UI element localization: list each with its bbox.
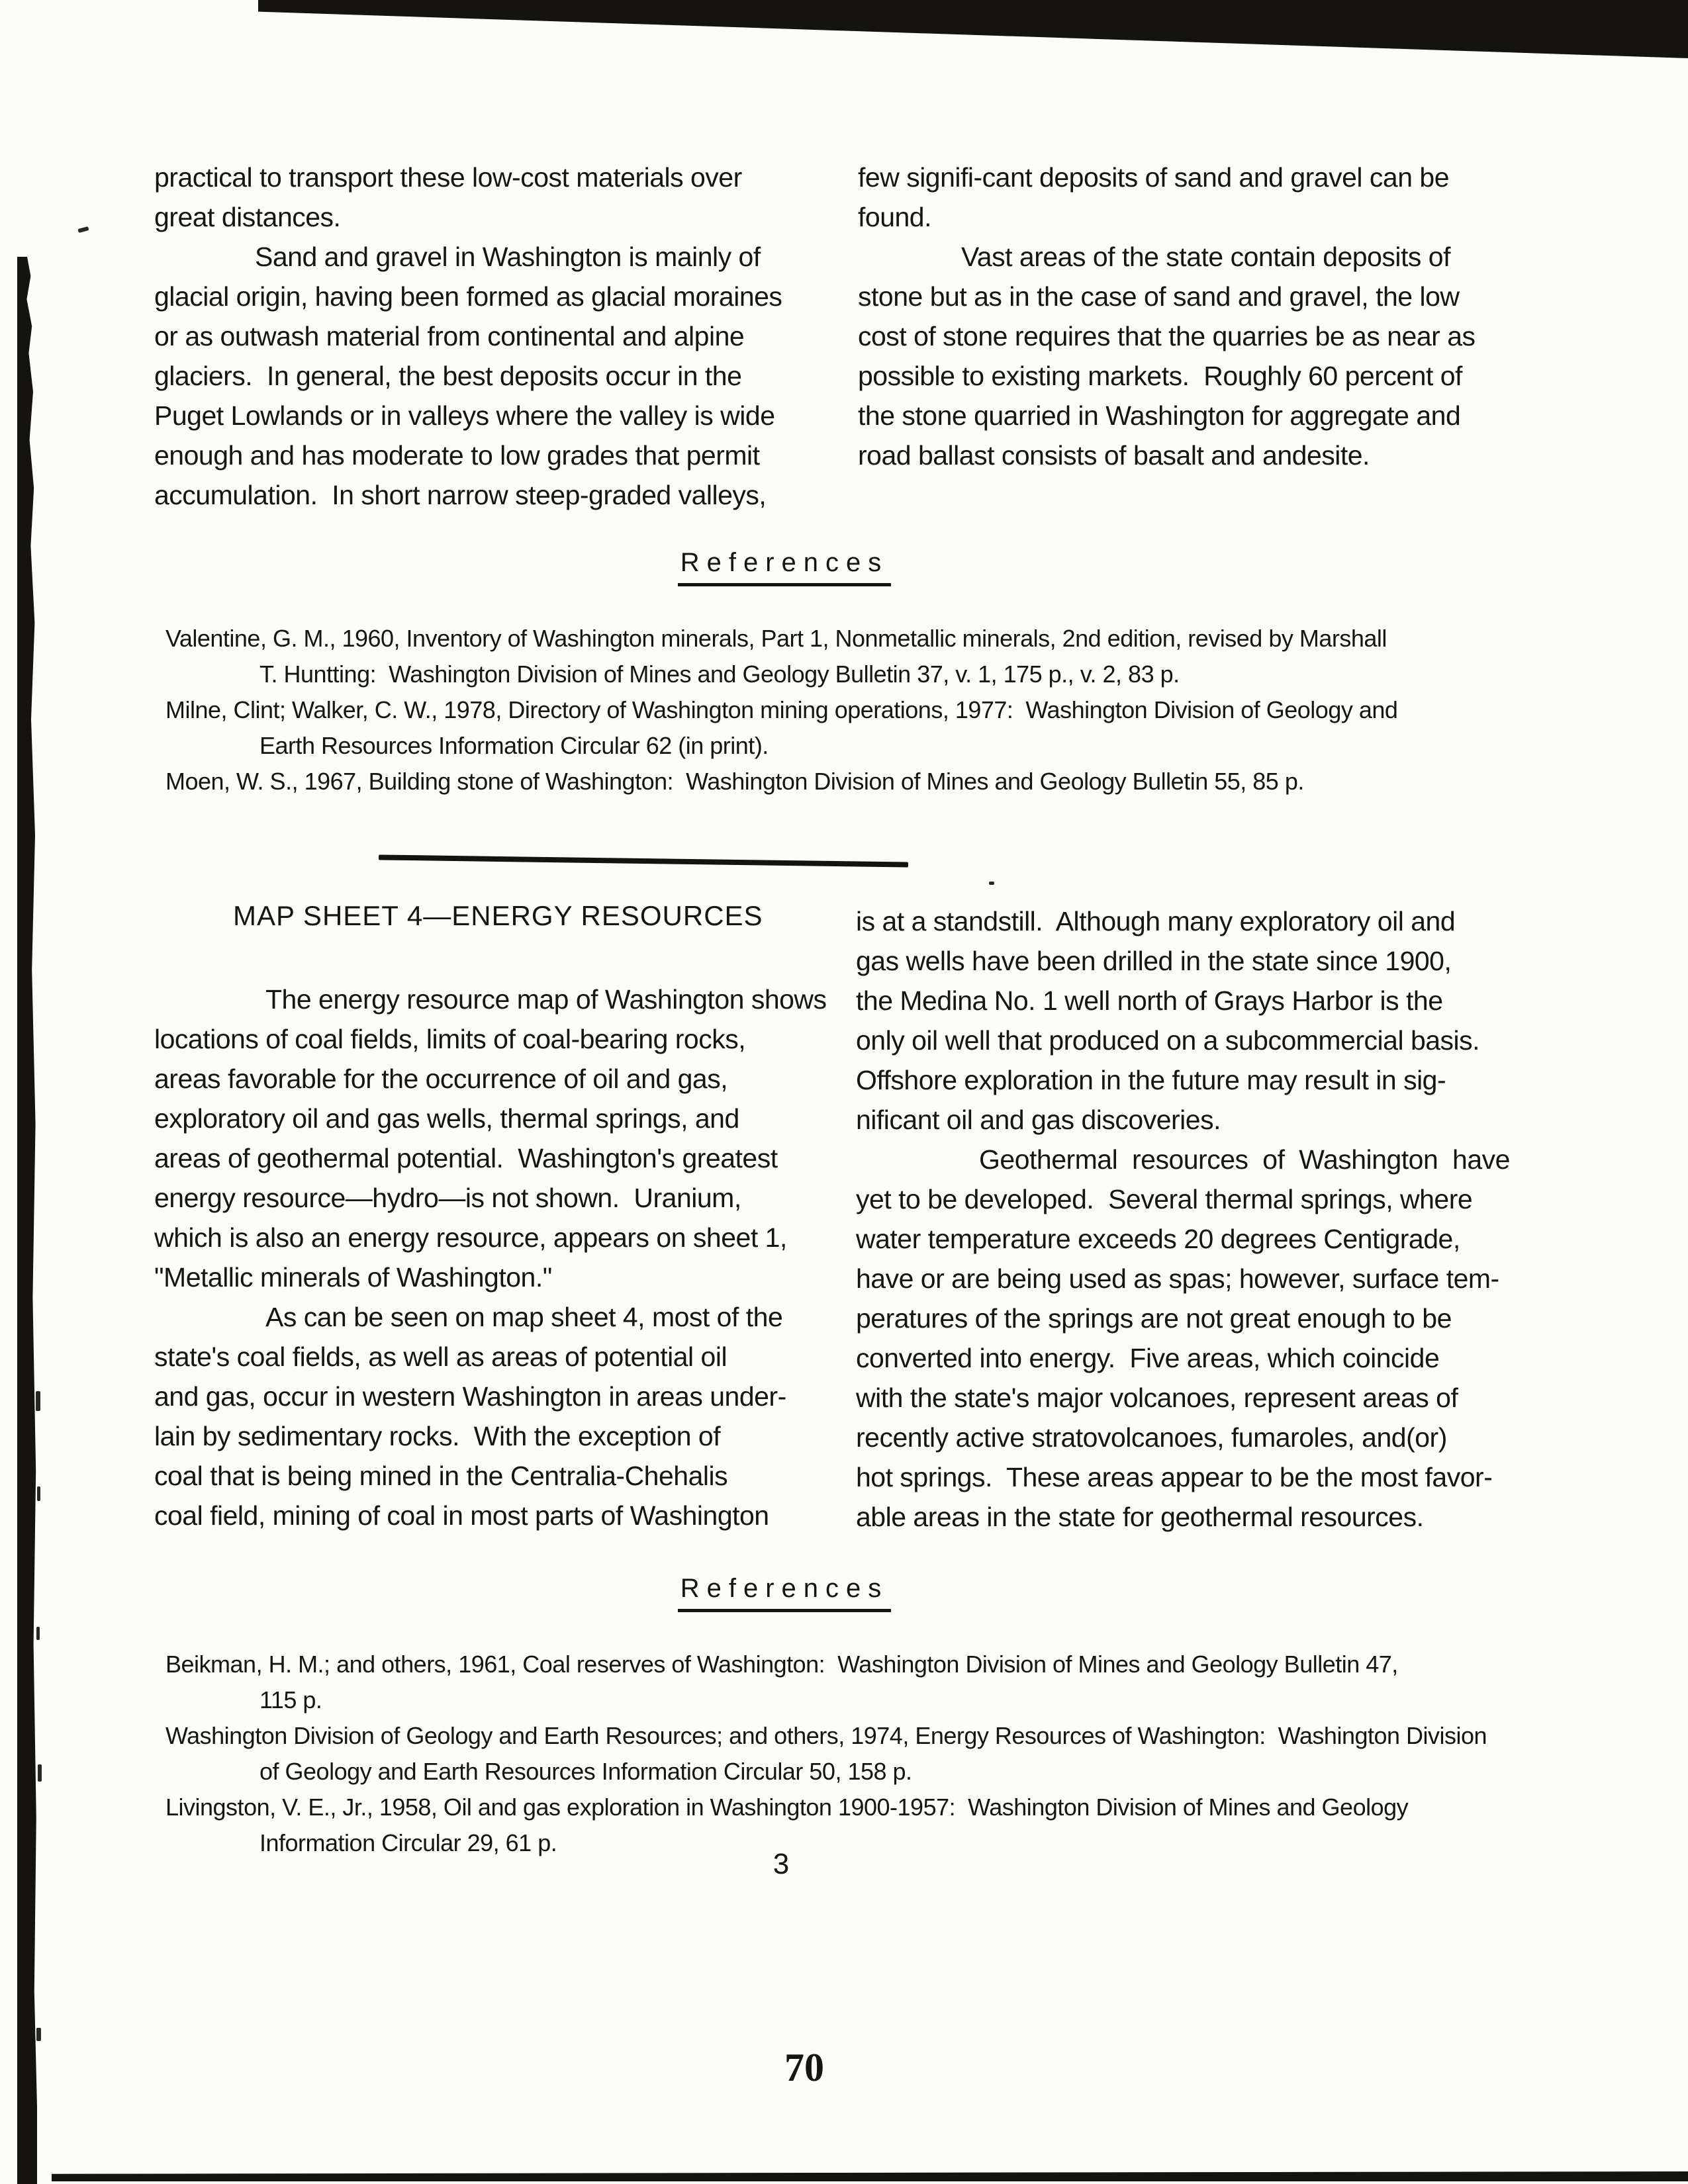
text-line: T. Huntting: Washington Division of Mines and Geology Bulletin 37, v. 1, 175 p., v. 2, 83 p. <box>259 660 1180 688</box>
section1-right-column <box>858 158 1503 475</box>
text-line: peratures of the springs are not great enough to be <box>856 1303 1452 1334</box>
text-line: 115 p. <box>259 1686 322 1713</box>
text-line: the stone quarried in Washington for aggregate and <box>858 400 1461 431</box>
text-line: have or are being used as spas; however, surface tem- <box>856 1263 1499 1294</box>
text-line: Earth Resources Information Circular 62 (in print). <box>259 732 769 759</box>
section-divider-line <box>379 854 908 867</box>
references2-list <box>165 1647 1523 1861</box>
text-line: As can be seen on map sheet 4, most of the <box>265 1302 783 1332</box>
text-line: recently active stratovolcanoes, fumaroles, and(or) <box>856 1422 1447 1453</box>
text-line: yet to be developed. Several thermal springs, where <box>856 1184 1473 1214</box>
text-line: which is also an energy resource, appears on sheet 1, <box>154 1222 787 1253</box>
bottom-edge-scan-bar <box>52 2171 1688 2181</box>
text-line: areas of geothermal potential. Washington's greatest <box>154 1143 778 1173</box>
text-line: and gas, occur in western Washington in areas under- <box>154 1381 786 1412</box>
text-line: "Metallic minerals of Washington." <box>154 1262 552 1293</box>
text-line: hot springs. These areas appear to be the most favor- <box>856 1462 1493 1492</box>
text-line: enough and has moderate to low grades that permit <box>154 440 760 471</box>
text-line: exploratory oil and gas wells, thermal springs, and <box>154 1103 739 1134</box>
references1-list <box>165 621 1523 799</box>
text-line: Livingston, V. E., Jr., 1958, Oil and gas exploration in Washington 1900-1957: Washington Division of Mines and Geology <box>165 1794 1409 1821</box>
text-line: The energy resource map of Washington shows <box>265 984 827 1015</box>
text-line: areas favorable for the occurrence of oil and gas, <box>154 1064 728 1094</box>
text-line: Moen, W. S., 1967, Building stone of Washington: Washington Division of Mines and Geology Bulletin 55, 85 p. <box>165 768 1304 795</box>
text-line: converted into energy. Five areas, which coincide <box>856 1343 1440 1373</box>
text-line: coal that is being mined in the Centralia-Chehalis <box>154 1461 728 1491</box>
text-line: gas wells have been drilled in the state since 1900, <box>856 946 1452 976</box>
scan-speck <box>36 2028 41 2041</box>
text-line: state's coal fields, as well as areas of potential oil <box>154 1342 727 1372</box>
references2-heading: References <box>139 1574 1430 1604</box>
text-line: found. <box>858 202 931 232</box>
text-line: locations of coal fields, limits of coal-bearing rocks, <box>154 1024 746 1054</box>
text-line: Valentine, G. M., 1960, Inventory of Washington minerals, Part 1, Nonmetallic minerals, 2nd edition, revised by Marshall <box>165 625 1387 652</box>
text-line: practical to transport these low-cost materials over <box>154 162 742 193</box>
text-line: great distances. <box>154 202 341 232</box>
text-line: Washington Division of Geology and Earth Resources; and others, 1974, Energy Resources of Washington: Washington Division <box>165 1722 1487 1749</box>
text-line: or as outwash material from continental and alpine <box>154 321 745 351</box>
text-line: Vast areas of the state contain deposits of <box>961 242 1450 272</box>
text-line: glaciers. In general, the best deposits occur in the <box>154 361 742 391</box>
text-line: the Medina No. 1 well north of Grays Harbor is the <box>856 985 1443 1016</box>
left-edge-scan-bar <box>17 257 37 2184</box>
text-line: accumulation. In short narrow steep-graded valleys, <box>154 480 767 510</box>
text-line: road ballast consists of basalt and andesite. <box>858 440 1370 471</box>
text-line: stone but as in the case of sand and gravel, the low <box>858 281 1460 312</box>
section2-heading: MAP SHEET 4—ENERGY RESOURCES <box>233 900 763 931</box>
text-line: only oil well that produced on a subcommercial basis. <box>856 1025 1480 1056</box>
text-line: cost of stone requires that the quarries be as near as <box>858 321 1476 351</box>
text-line: coal field, mining of coal in most parts of Washington <box>154 1500 769 1531</box>
text-line: Geothermal resources of Washington have <box>979 1144 1510 1175</box>
text-line: few signifi-cant deposits of sand and gravel can be <box>858 162 1449 193</box>
text-line: Offshore exploration in the future may result in sig- <box>856 1065 1446 1095</box>
text-line: glacial origin, having been formed as glacial moraines <box>154 281 782 312</box>
text-line: water temperature exceeds 20 degrees Centigrade, <box>856 1224 1460 1254</box>
scan-speck <box>989 882 994 885</box>
text-line: lain by sedimentary rocks. With the exception of <box>154 1421 721 1451</box>
text-line: Puget Lowlands or in valleys where the valley is wide <box>154 400 775 431</box>
page-number: 70 <box>784 2046 824 2089</box>
text-line: Beikman, H. M.; and others, 1961, Coal reserves of Washington: Washington Division of Mines and Geology Bulletin 47, <box>165 1651 1398 1678</box>
scan-speck <box>38 1764 42 1782</box>
text-line: energy resource—hydro—is not shown. Uranium, <box>154 1183 741 1213</box>
text-line: is at a standstill. Although many exploratory oil and <box>856 906 1456 936</box>
scan-speck <box>36 1627 40 1640</box>
section1-left-column <box>154 158 800 515</box>
scan-speck <box>36 1391 40 1411</box>
section-page-number: 3 <box>773 1848 790 1880</box>
text-line: Sand and gravel in Washington is mainly of <box>255 242 761 272</box>
scan-speck <box>77 226 89 233</box>
text-line: with the state's major volcanoes, represent areas of <box>856 1383 1458 1413</box>
text-line: nificant oil and gas discoveries. <box>856 1105 1221 1135</box>
top-edge-scan-bar <box>258 0 1688 58</box>
text-line: of Geology and Earth Resources Information Circular 50, 158 p. <box>259 1758 912 1785</box>
text-line: Milne, Clint; Walker, C. W., 1978, Directory of Washington mining operations, 1977: Washington Division of Geology and <box>165 696 1398 723</box>
text-line: possible to existing markets. Roughly 60 percent of <box>858 361 1462 391</box>
scan-speck <box>37 1486 40 1501</box>
section2-left-column <box>154 979 827 1535</box>
section2-right-column <box>856 901 1508 1537</box>
references1-heading: References <box>139 548 1430 578</box>
text-line: Information Circular 29, 61 p. <box>259 1829 557 1856</box>
text-line: able areas in the state for geothermal resources. <box>856 1502 1424 1532</box>
